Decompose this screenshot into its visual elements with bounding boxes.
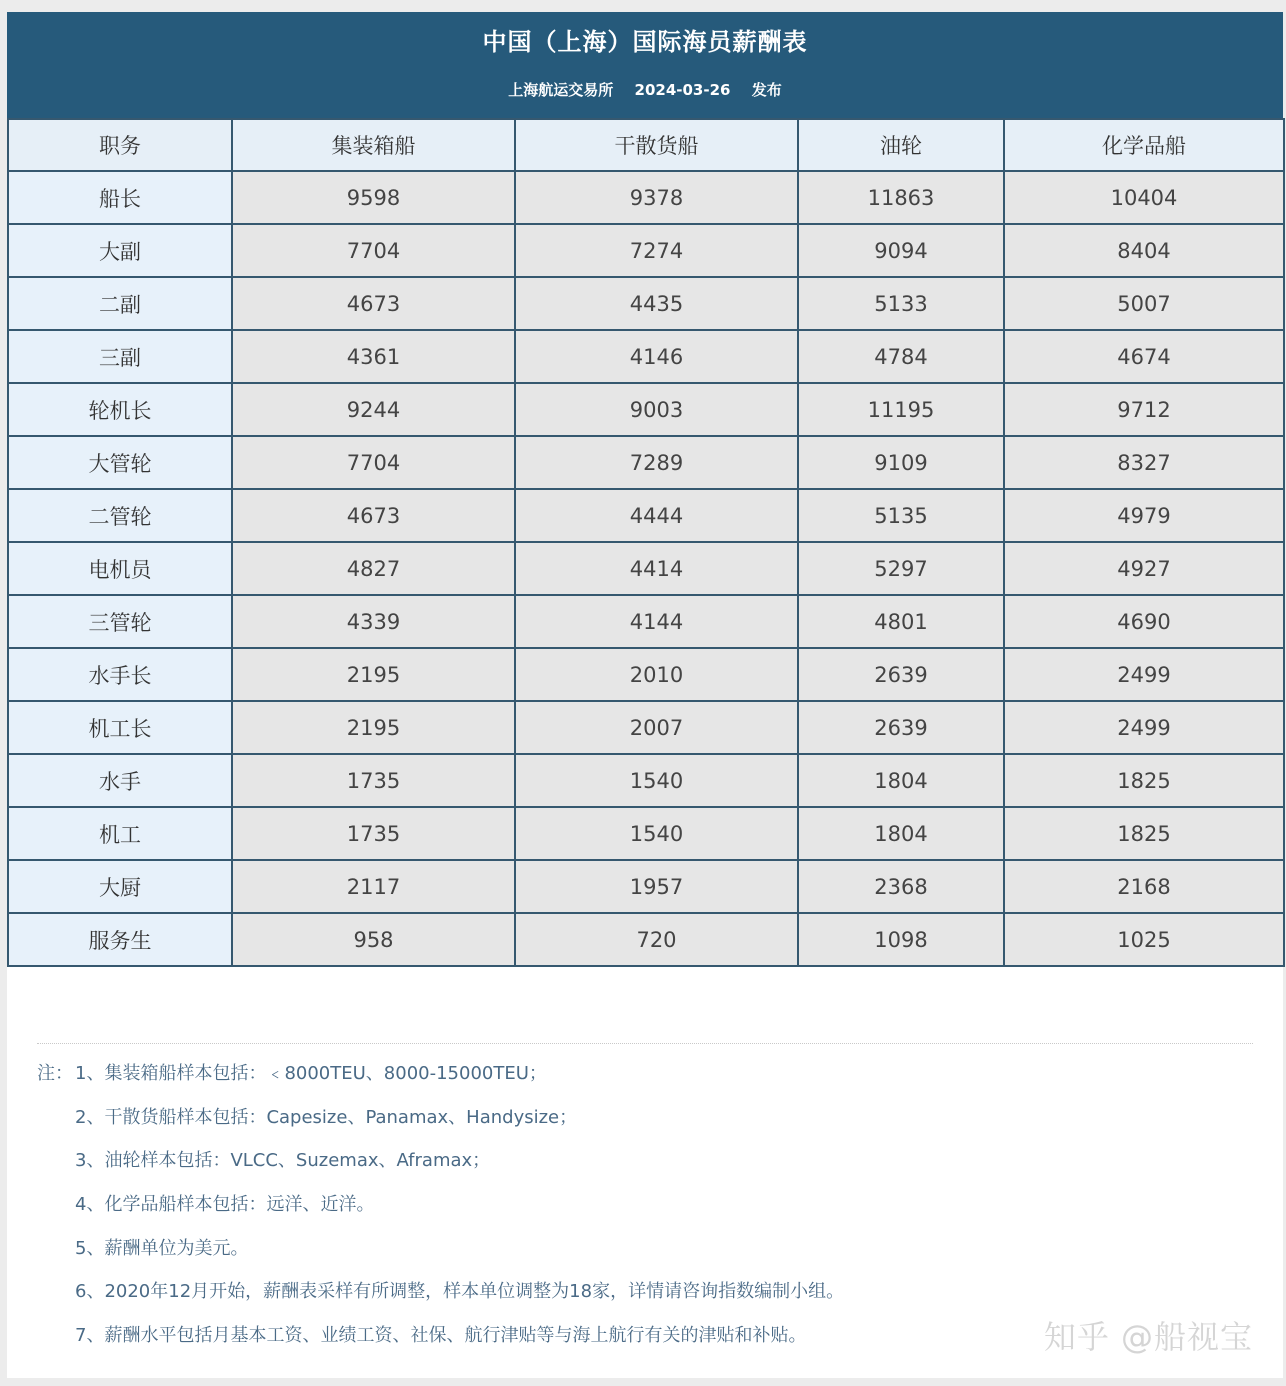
salary-cell: 1957 <box>515 860 798 913</box>
table-row <box>8 489 1284 542</box>
table-row <box>8 807 1284 860</box>
note-text: 6、2020年12月开始，薪酬表采样有所调整，样本单位调整为18家，详情请咨询指数编制小组。 <box>75 1281 845 1303</box>
column-header-chemical-tanker: 化学品船 <box>1004 119 1284 171</box>
salary-cell: 4339 <box>232 595 515 648</box>
note-line <box>37 1183 1247 1227</box>
salary-cell: 9598 <box>232 171 515 224</box>
salary-cell: 7704 <box>232 436 515 489</box>
salary-cell: 1540 <box>515 807 798 860</box>
salary-cell: 2010 <box>515 648 798 701</box>
watermark: 知乎 @船视宝 <box>1043 1318 1253 1356</box>
salary-cell: 4801 <box>798 595 1004 648</box>
salary-cell: 9712 <box>1004 383 1284 436</box>
table-row <box>8 171 1284 224</box>
position-cell: 电机员 <box>8 542 232 595</box>
salary-cell: 4146 <box>515 330 798 383</box>
salary-cell: 2499 <box>1004 701 1284 754</box>
position-cell: 大管轮 <box>8 436 232 489</box>
salary-cell: 1804 <box>798 754 1004 807</box>
salary-cell: 11863 <box>798 171 1004 224</box>
column-header-position: 职务 <box>8 119 232 171</box>
note-text: 1、集装箱船样本包括：﹤8000TEU、8000-15000TEU； <box>75 1063 547 1084</box>
table-row <box>8 754 1284 807</box>
note-line <box>37 1139 1247 1183</box>
divider <box>37 1043 1253 1044</box>
salary-cell: 2168 <box>1004 860 1284 913</box>
salary-cell: 2499 <box>1004 648 1284 701</box>
salary-cell: 4435 <box>515 277 798 330</box>
salary-sheet <box>7 12 1283 1378</box>
note-line <box>37 1227 1247 1271</box>
table-header-banner <box>7 12 1283 118</box>
salary-cell: 7704 <box>232 224 515 277</box>
table-row <box>8 595 1284 648</box>
salary-cell: 4444 <box>515 489 798 542</box>
salary-cell: 1735 <box>232 807 515 860</box>
position-cell: 三管轮 <box>8 595 232 648</box>
note-line <box>37 1270 1247 1314</box>
salary-cell: 4673 <box>232 489 515 542</box>
salary-cell: 1735 <box>232 754 515 807</box>
position-cell: 机工长 <box>8 701 232 754</box>
salary-cell: 2639 <box>798 701 1004 754</box>
table-row <box>8 648 1284 701</box>
note-text: 5、薪酬单位为美元。 <box>75 1237 249 1259</box>
table-row <box>8 436 1284 489</box>
position-cell: 三副 <box>8 330 232 383</box>
salary-cell: 7289 <box>515 436 798 489</box>
salary-cell: 2117 <box>232 860 515 913</box>
position-cell: 船长 <box>8 171 232 224</box>
salary-cell: 958 <box>232 913 515 966</box>
salary-cell: 5135 <box>798 489 1004 542</box>
salary-cell: 1025 <box>1004 913 1284 966</box>
note-text: 7、薪酬水平包括月基本工资、业绩工资、社保、航行津贴等与海上航行有关的津贴和补贴。 <box>75 1325 807 1347</box>
salary-cell: 4979 <box>1004 489 1284 542</box>
salary-cell: 8404 <box>1004 224 1284 277</box>
table-row <box>8 277 1284 330</box>
table-body <box>8 171 1284 966</box>
salary-cell: 4827 <box>232 542 515 595</box>
table-row <box>8 542 1284 595</box>
salary-cell: 9244 <box>232 383 515 436</box>
salary-cell: 5133 <box>798 277 1004 330</box>
note-text: 4、化学品船样本包括：远洋、近洋。 <box>75 1194 375 1216</box>
position-cell: 大副 <box>8 224 232 277</box>
publish-action: 发布 <box>751 81 782 99</box>
table-row <box>8 330 1284 383</box>
position-cell: 水手 <box>8 754 232 807</box>
salary-cell: 9378 <box>515 171 798 224</box>
position-cell: 大厨 <box>8 860 232 913</box>
salary-cell: 4690 <box>1004 595 1284 648</box>
salary-cell: 10404 <box>1004 171 1284 224</box>
note-text: 2、干散货船样本包括：Capesize、Panamax、Handysize； <box>75 1106 578 1128</box>
table-row <box>8 860 1284 913</box>
table-header-row <box>8 119 1284 171</box>
salary-cell: 4927 <box>1004 542 1284 595</box>
salary-cell: 2368 <box>798 860 1004 913</box>
publisher-name: 上海航运交易所 <box>508 81 614 99</box>
table-row <box>8 913 1284 966</box>
salary-cell: 7274 <box>515 224 798 277</box>
column-header-bulk-carrier: 干散货船 <box>515 119 798 171</box>
salary-cell: 11195 <box>798 383 1004 436</box>
note-line <box>37 1052 1247 1096</box>
salary-cell: 8327 <box>1004 436 1284 489</box>
notes-prefix: 注： <box>37 1063 73 1084</box>
salary-cell: 4784 <box>798 330 1004 383</box>
table-row <box>8 701 1284 754</box>
publish-date: 2024-03-26 <box>634 81 731 99</box>
salary-cell: 1825 <box>1004 807 1284 860</box>
page-title: 中国（上海）国际海员薪酬表 <box>482 28 808 56</box>
position-cell: 服务生 <box>8 913 232 966</box>
position-cell: 机工 <box>8 807 232 860</box>
position-cell: 二管轮 <box>8 489 232 542</box>
salary-cell: 4674 <box>1004 330 1284 383</box>
position-cell: 水手长 <box>8 648 232 701</box>
note-line <box>37 1096 1247 1140</box>
salary-cell: 4361 <box>232 330 515 383</box>
column-header-container-ship: 集装箱船 <box>232 119 515 171</box>
salary-cell: 4144 <box>515 595 798 648</box>
position-cell: 二副 <box>8 277 232 330</box>
publish-info <box>7 79 1283 100</box>
salary-cell: 5007 <box>1004 277 1284 330</box>
salary-cell: 2195 <box>232 648 515 701</box>
salary-cell: 9094 <box>798 224 1004 277</box>
note-text: 3、油轮样本包括：VLCC、Suzemax、Aframax； <box>75 1150 491 1172</box>
salary-table <box>7 118 1285 967</box>
salary-cell: 9003 <box>515 383 798 436</box>
salary-cell: 720 <box>515 913 798 966</box>
column-header-tanker: 油轮 <box>798 119 1004 171</box>
salary-cell: 2639 <box>798 648 1004 701</box>
salary-cell: 2007 <box>515 701 798 754</box>
salary-cell: 1098 <box>798 913 1004 966</box>
table-row <box>8 383 1284 436</box>
salary-cell: 4414 <box>515 542 798 595</box>
salary-cell: 1804 <box>798 807 1004 860</box>
table-row <box>8 224 1284 277</box>
salary-cell: 1825 <box>1004 754 1284 807</box>
salary-cell: 5297 <box>798 542 1004 595</box>
salary-cell: 4673 <box>232 277 515 330</box>
salary-cell: 9109 <box>798 436 1004 489</box>
salary-cell: 2195 <box>232 701 515 754</box>
salary-cell: 1540 <box>515 754 798 807</box>
position-cell: 轮机长 <box>8 383 232 436</box>
